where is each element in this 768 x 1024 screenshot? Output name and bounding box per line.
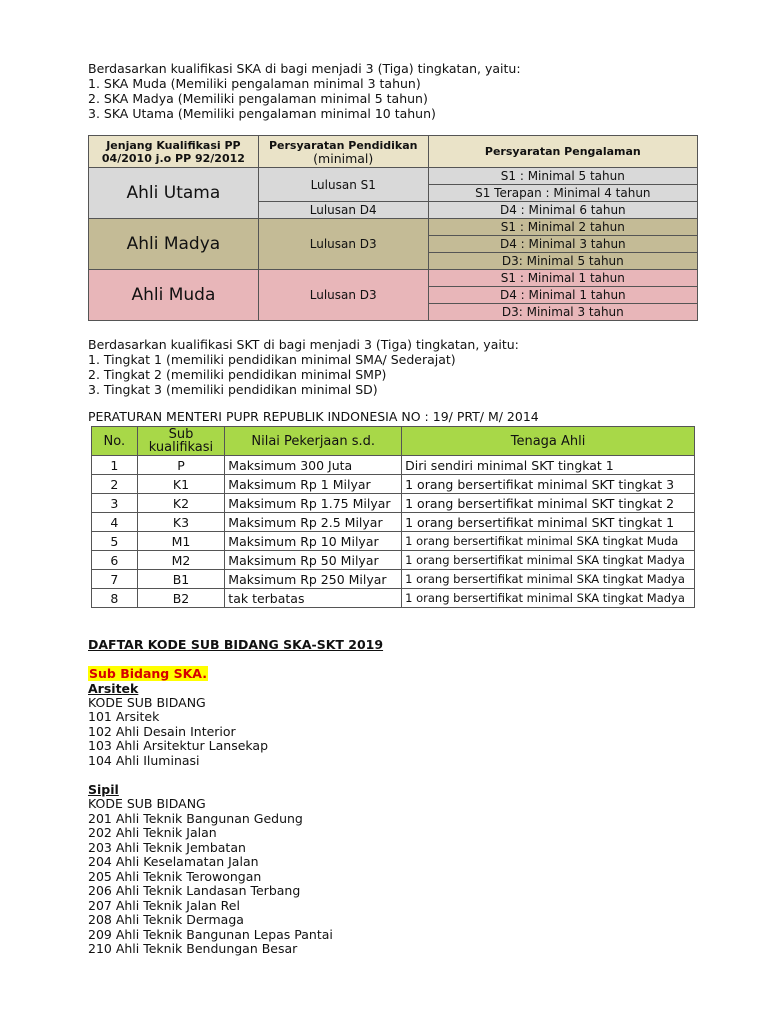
cell-sub: K3 <box>137 513 225 532</box>
arsitek-title: Arsitek <box>88 681 139 696</box>
header-no: No. <box>92 427 138 456</box>
skt-classification-table <box>91 426 695 608</box>
list-item: 204 Ahli Keselamatan Jalan <box>88 854 259 869</box>
exp-muda-2: D4 : Minimal 1 tahun <box>428 287 697 304</box>
cell-nilai: Maksimum Rp 2.5 Milyar <box>225 513 402 532</box>
header-pendidikan-line1: Persyaratan Pendidikan <box>268 138 418 152</box>
ska-row-muda <box>89 270 698 287</box>
level-ahli-muda: Ahli Muda <box>89 270 259 321</box>
exp-utama-3: D4 : Minimal 6 tahun <box>428 202 697 219</box>
table-row <box>92 475 695 494</box>
header-sub-kualifikasi <box>137 427 225 456</box>
cell-sub: K1 <box>137 475 225 494</box>
regulation-title: PERATURAN MENTERI PUPR REPUBLIK INDONESIA NO : 19/ PRT/ M/ 2014 <box>88 409 539 424</box>
cell-sub: B2 <box>137 589 225 608</box>
cell-no: 4 <box>92 513 138 532</box>
table-row <box>92 532 695 551</box>
cell-no: 3 <box>92 494 138 513</box>
cell-nilai: Maksimum Rp 1.75 Milyar <box>225 494 402 513</box>
header-sub-line2: kualifikasi <box>148 440 214 455</box>
exp-utama-1: S1 : Minimal 5 tahun <box>428 168 697 185</box>
ska-qualification-table <box>88 135 698 321</box>
list-item: 209 Ahli Teknik Bangunan Lepas Pantai <box>88 927 333 942</box>
ska-intro-item: 3. SKA Utama (Memiliki pengalaman minimal 10 tahun) <box>88 106 436 121</box>
list-item: 208 Ahli Teknik Dermaga <box>88 912 244 927</box>
sub-bidang-ska-highlight: Sub Bidang SKA. <box>89 666 207 681</box>
cell-nilai: Maksimum Rp 50 Milyar <box>225 551 402 570</box>
ska-row-utama <box>89 168 698 185</box>
ska-intro-item: 1. SKA Muda (Memiliki pengalaman minimal 3 tahun) <box>88 76 421 91</box>
daftar-title: DAFTAR KODE SUB BIDANG SKA-SKT 2019 <box>88 637 384 652</box>
edu-utama-s1: Lulusan S1 <box>258 168 428 202</box>
table-row <box>92 570 695 589</box>
cell-nilai: Maksimum Rp 10 Milyar <box>225 532 402 551</box>
cell-sub: K2 <box>137 494 225 513</box>
cell-no: 8 <box>92 589 138 608</box>
ska-table-header-row <box>89 136 698 168</box>
table-row <box>92 494 695 513</box>
cell-nilai: Maksimum 300 Juta <box>225 456 402 475</box>
list-item: 101 Arsitek <box>88 709 160 724</box>
cell-tenaga: 1 orang bersertifikat minimal SKA tingkat Madya <box>402 551 695 570</box>
header-jenjang-line1: Jenjang Kualifikasi PP <box>106 138 241 152</box>
ska-intro-item: 2. SKA Madya (Memiliki pengalaman minimal 5 tahun) <box>88 91 428 106</box>
table-row <box>92 456 695 475</box>
cell-no: 7 <box>92 570 138 589</box>
list-item: 206 Ahli Teknik Landasan Terbang <box>88 883 301 898</box>
cell-tenaga: 1 orang bersertifikat minimal SKT tingkat 1 <box>402 513 695 532</box>
cell-sub: M2 <box>137 551 225 570</box>
header-jenjang-line2: 04/2010 j.o PP 92/2012 <box>101 151 245 165</box>
cell-sub: P <box>137 456 225 475</box>
exp-muda-3: D3: Minimal 3 tahun <box>428 304 697 321</box>
level-ahli-madya: Ahli Madya <box>89 219 259 270</box>
exp-madya-3: D3: Minimal 5 tahun <box>428 253 697 270</box>
table-row <box>92 551 695 570</box>
list-item: 201 Ahli Teknik Bangunan Gedung <box>88 811 303 826</box>
skt-intro-item: 1. Tingkat 1 (memiliki pendidikan minimal SMA/ Sederajat) <box>88 352 456 367</box>
list-item: 203 Ahli Teknik Jembatan <box>88 840 246 855</box>
cell-nilai: Maksimum Rp 250 Milyar <box>225 570 402 589</box>
cell-nilai: Maksimum Rp 1 Milyar <box>225 475 402 494</box>
cell-tenaga: Diri sendiri minimal SKT tingkat 1 <box>402 456 695 475</box>
edu-utama-d4: Lulusan D4 <box>258 202 428 219</box>
table-row <box>92 589 695 608</box>
header-pendidikan-line2: (minimal) <box>313 150 374 166</box>
skt-intro-item: 3. Tingkat 3 (memiliki pendidikan minimal SD) <box>88 382 378 397</box>
cell-tenaga: 1 orang bersertifikat minimal SKT tingkat 2 <box>402 494 695 513</box>
ska-row-madya <box>89 219 698 236</box>
list-item: 102 Ahli Desain Interior <box>88 724 236 739</box>
cell-tenaga: 1 orang bersertifikat minimal SKT tingkat 3 <box>402 475 695 494</box>
header-tenaga: Tenaga Ahli <box>402 427 695 456</box>
list-item: 103 Ahli Arsitektur Lansekap <box>88 738 269 753</box>
cell-no: 6 <box>92 551 138 570</box>
skt-intro-item: 2. Tingkat 2 (memiliki pendidikan minimal SMP) <box>88 367 387 382</box>
level-ahli-utama: Ahli Utama <box>89 168 259 219</box>
cell-no: 2 <box>92 475 138 494</box>
list-item: 202 Ahli Teknik Jalan <box>88 825 217 840</box>
cell-sub: B1 <box>137 570 225 589</box>
table-row <box>92 513 695 532</box>
sipil-title: Sipil <box>88 782 119 797</box>
skt-intro-lead: Berdasarkan kualifikasi SKT di bagi menjadi 3 (Tiga) tingkatan, yaitu: <box>88 337 519 352</box>
list-item: 104 Ahli Iluminasi <box>88 753 200 768</box>
arsitek-kode-label: KODE SUB BIDANG <box>88 695 206 710</box>
edu-muda: Lulusan D3 <box>258 270 428 321</box>
sipil-kode-label: KODE SUB BIDANG <box>88 796 206 811</box>
exp-utama-2: S1 Terapan : Minimal 4 tahun <box>428 185 697 202</box>
list-item: 210 Ahli Teknik Bendungan Besar <box>88 941 298 956</box>
cell-no: 5 <box>92 532 138 551</box>
edu-madya: Lulusan D3 <box>258 219 428 270</box>
cell-sub: M1 <box>137 532 225 551</box>
exp-madya-1: S1 : Minimal 2 tahun <box>428 219 697 236</box>
cell-tenaga: 1 orang bersertifikat minimal SKA tingkat Madya <box>402 589 695 608</box>
ska-intro-lead: Berdasarkan kualifikasi SKA di bagi menjadi 3 (Tiga) tingkatan, yaitu: <box>88 61 521 76</box>
header-sub-line1: Sub <box>168 427 194 442</box>
cell-tenaga: 1 orang bersertifikat minimal SKA tingkat Madya <box>402 570 695 589</box>
list-item: 207 Ahli Teknik Jalan Rel <box>88 898 240 913</box>
header-jenjang <box>89 136 259 168</box>
cell-nilai: tak terbatas <box>225 589 402 608</box>
cell-tenaga: 1 orang bersertifikat minimal SKA tingkat Muda <box>402 532 695 551</box>
skt-table-header-row <box>92 427 695 456</box>
header-nilai: Nilai Pekerjaan s.d. <box>225 427 402 456</box>
header-pengalaman: Persyaratan Pengalaman <box>428 136 697 168</box>
cell-no: 1 <box>92 456 138 475</box>
exp-madya-2: D4 : Minimal 3 tahun <box>428 236 697 253</box>
exp-muda-1: S1 : Minimal 1 tahun <box>428 270 697 287</box>
header-pendidikan <box>258 136 428 168</box>
sub-bidang-ska-label <box>88 667 208 681</box>
list-item: 205 Ahli Teknik Terowongan <box>88 869 262 884</box>
